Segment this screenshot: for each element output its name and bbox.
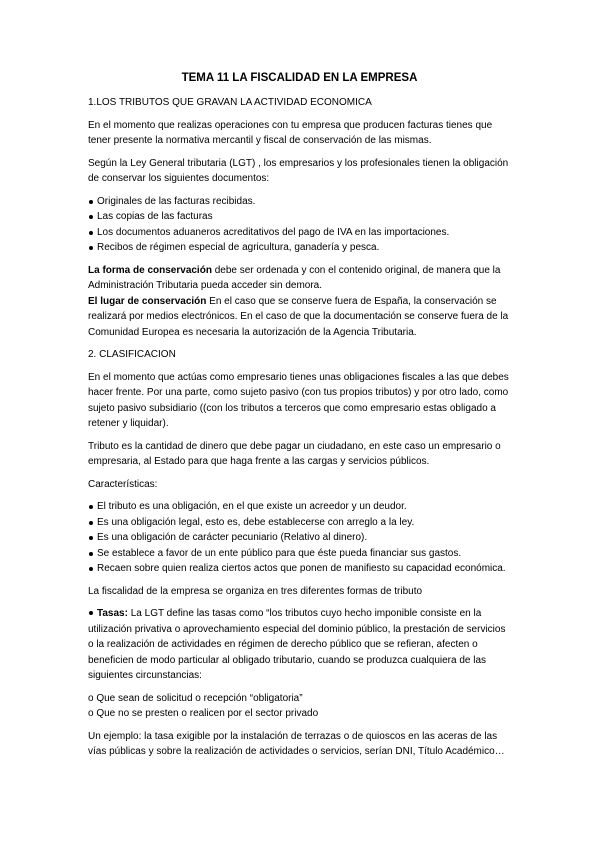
list-item: Los documentos aduaneros acreditativos del pago de IVA en las importaciones.: [88, 225, 511, 241]
page-title: TEMA 11 LA FISCALIDAD EN LA EMPRESA: [181, 72, 418, 84]
list-item: Es una obligación de carácter pecuniario (Relativo al dinero).: [88, 530, 511, 546]
section-2-heading: 2. CLASIFICACION: [88, 349, 176, 360]
lugar-conservacion-paragraph: [88, 294, 511, 341]
list-item: Es una obligación legal, esto es, debe establecerse con arreglo a la ley.: [88, 515, 511, 531]
bullet-icon: [89, 611, 93, 615]
list-item: o Que sean de solicitud o recepción “obligatoria”: [88, 692, 303, 704]
conservation-block: [88, 263, 511, 341]
list-item: Recibos de régimen especial de agricultura, ganadería y pesca.: [88, 240, 511, 256]
circunstancias-list: [88, 691, 511, 722]
forma-conservacion-label: La forma de conservación: [88, 264, 212, 276]
tasas-text: La LGT define las tasas como “los tributos cuyo hecho imponible consiste en la utilización privativa o aprovechamiento especial del dominio público, la prestación de servicios o la realización de actividades en régimen de derecho público que se refieran, afecten o beneficien de modo particular al obligado tributario, cuando se produzca cualquiera de las siguientes circunstancias:: [88, 608, 506, 681]
section-2-paragraph-3: La fiscalidad de la empresa se organiza en tres diferentes formas de tributo: [88, 585, 423, 597]
tasas-paragraph: [88, 606, 511, 684]
documents-list: [88, 194, 511, 256]
list-item: Las copias de las facturas: [88, 209, 511, 225]
list-item: o Que no se presten o realicen por el sector privado: [88, 708, 319, 719]
caracteristicas-list: [88, 499, 511, 577]
section-1-heading: 1.LOS TRIBUTOS QUE GRAVAN LA ACTIVIDAD ECONOMICA: [88, 97, 372, 108]
caracteristicas-heading: Características:: [88, 478, 158, 490]
ejemplo-paragraph: Un ejemplo: la tasa exigible por la instalación de terrazas o de quioscos en las aceras de las vías públicas y sobre la realización de actividades o servicios, serían DNI, Título Académico…: [88, 730, 505, 757]
section-1-paragraph-2: Según la Ley General tributaria (LGT) , los empresarios y los profesionales tienen la obligación de conservar los siguientes documentos:: [88, 157, 509, 184]
section-1-paragraph-1: En el momento que realizas operaciones con tu empresa que producen facturas tienes que tener presente la normativa mercantil y fiscal de conservación de las mismas.: [88, 119, 493, 146]
list-item: Se establece a favor de un ente público para que éste pueda financiar sus gastos.: [88, 546, 511, 562]
list-item: El tributo es una obligación, en el que existe un acreedor y un deudor.: [88, 499, 511, 515]
forma-conservacion-text: debe ser ordenada y con el contenido original, de manera que la Administración Tributaria pueda acceder sin demora.: [88, 264, 501, 291]
lugar-conservacion-label: El lugar de conservación: [88, 295, 207, 307]
tasas-label: Tasas:: [97, 608, 128, 619]
lugar-conservacion-text: En el caso que se conserve fuera de España, la conservación se realizará por medios electrónicos. En el caso de que la documentación se conserve fuera de la Comunidad Europea es necesaria la autorización de la Agencia Tributaria.: [88, 295, 509, 338]
list-item: Originales de las facturas recibidas.: [88, 194, 511, 210]
section-2-paragraph-1: En el momento que actúas como empresario tienes unas obligaciones fiscales a las que debes hacer frente. Por una parte, como sujeto pasivo (con tus propios tributos) y por otro lado, como sujeto pasivo subsidiario ((con los tributos a terceros que como empresario estas obligado a retener y liquidar).: [88, 371, 509, 429]
list-item: Recaen sobre quien realiza ciertos actos que ponen de manifiesto su capacidad económica.: [88, 561, 511, 577]
forma-conservacion-paragraph: [88, 263, 511, 294]
section-2-paragraph-2: Tributo es la cantidad de dinero que debe pagar un ciudadano, en este caso un empresario o empresaria, al Estado para que haga frente a las cargas y servicios públicos.: [88, 440, 501, 467]
